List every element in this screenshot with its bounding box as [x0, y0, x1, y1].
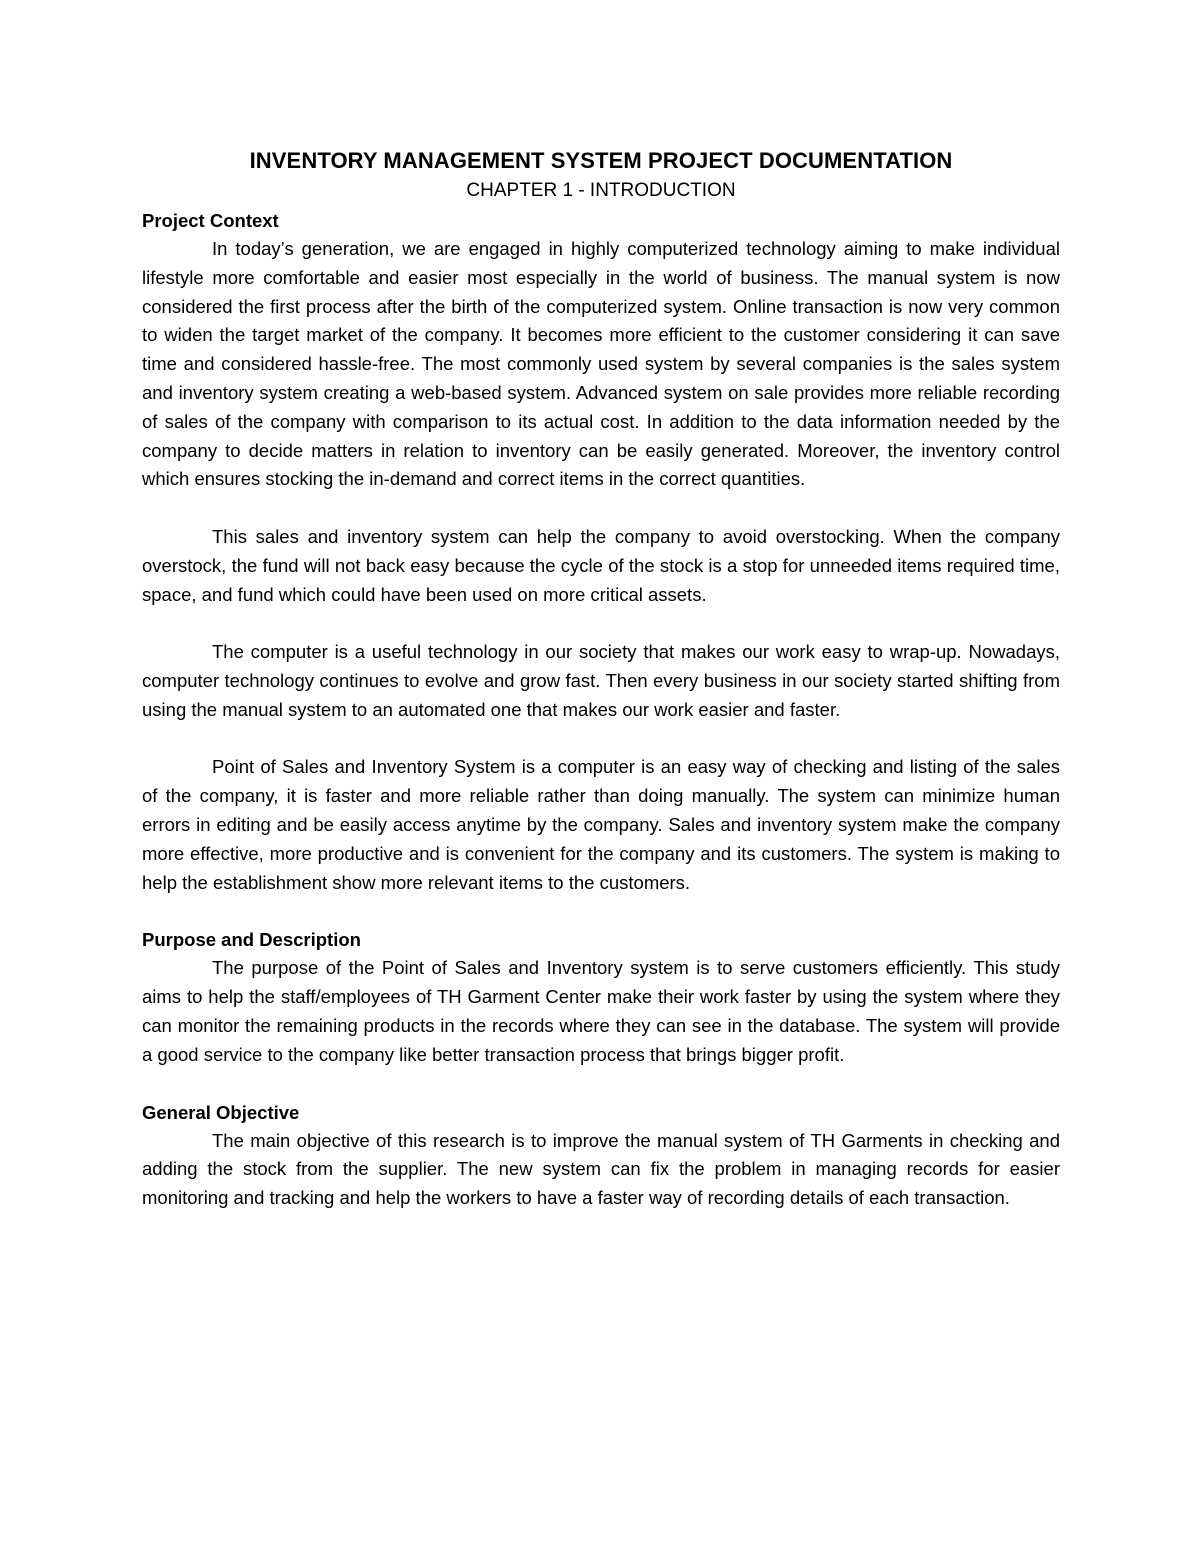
- paragraph: This sales and inventory system can help the company to avoid overstocking. When the company overstock, the fund will not back easy because the cycle of the stock is a stop for unneeded items required time, space, and fund which could have been used on more critical assets.: [142, 525, 1060, 605]
- paragraph: The main objective of this research is to improve the manual system of TH Garments in checking and adding the stock from the supplier. The new system can fix the problem in managing records for easier monitoring and tracking and help the workers to have a faster way of recording details of each transaction.: [142, 1129, 1060, 1209]
- section-heading: Purpose and Description: [142, 929, 361, 951]
- section-project-context: [142, 206, 1060, 897]
- section-general-objective: [142, 1098, 1060, 1213]
- section-heading: Project Context: [142, 210, 279, 231]
- section-purpose-description: [142, 925, 1060, 1069]
- chapter-heading: CHAPTER 1 - INTRODUCTION: [466, 180, 736, 201]
- section-heading: General Objective: [142, 1101, 300, 1123]
- paragraph: Point of Sales and Inventory System is a computer is an easy way of checking and listing of the sales of the company, it is faster and more reliable rather than doing manually. The system can minimize human errors in editing and be easily access anytime by the company. Sales and inventory system make the company more effective, more productive and is convenient for the company and its customers. The system is making to help the establishment show more relevant items to the customers.: [142, 756, 1060, 893]
- document-body: [142, 146, 1060, 1213]
- paragraph: The purpose of the Point of Sales and Inventory system is to serve customers efficiently. This study aims to help the staff/employees of TH Garment Center make their work faster by using the system where they can monitor the remaining products in the records where they can see in the database. The system will provide a good service to the company like better transaction process that brings bigger profit.: [142, 957, 1060, 1065]
- document-title: INVENTORY MANAGEMENT SYSTEM PROJECT DOCUMENTATION: [249, 148, 953, 173]
- paragraph: The computer is a useful technology in our society that makes our work easy to wrap-up. Nowadays, computer technology continues to evolve and grow fast. Then every business in our society started shifting from using the manual system to an automated one that makes our work easier and faster.: [142, 641, 1060, 720]
- paragraph: In today’s generation, we are engaged in highly computerized technology aiming to make individual lifestyle more comfortable and easier most especially in the world of business. The manual system is now considered the first process after the birth of the computerized system. Online transaction is now very common to widen the target market of the company. It becomes more efficient to the customer considering it can save time and considered hassle-free. The most commonly used system by several companies is the sales system and inventory system creating a web-based system. Advanced system on sale provides more reliable recording of sales of the company with comparison to its actual cost. In addition to the data information needed by the company to decide matters in relation to inventory can be easily generated. Moreover, the inventory control which ensures stocking the in-demand and correct items in the correct quantities.: [142, 238, 1060, 490]
